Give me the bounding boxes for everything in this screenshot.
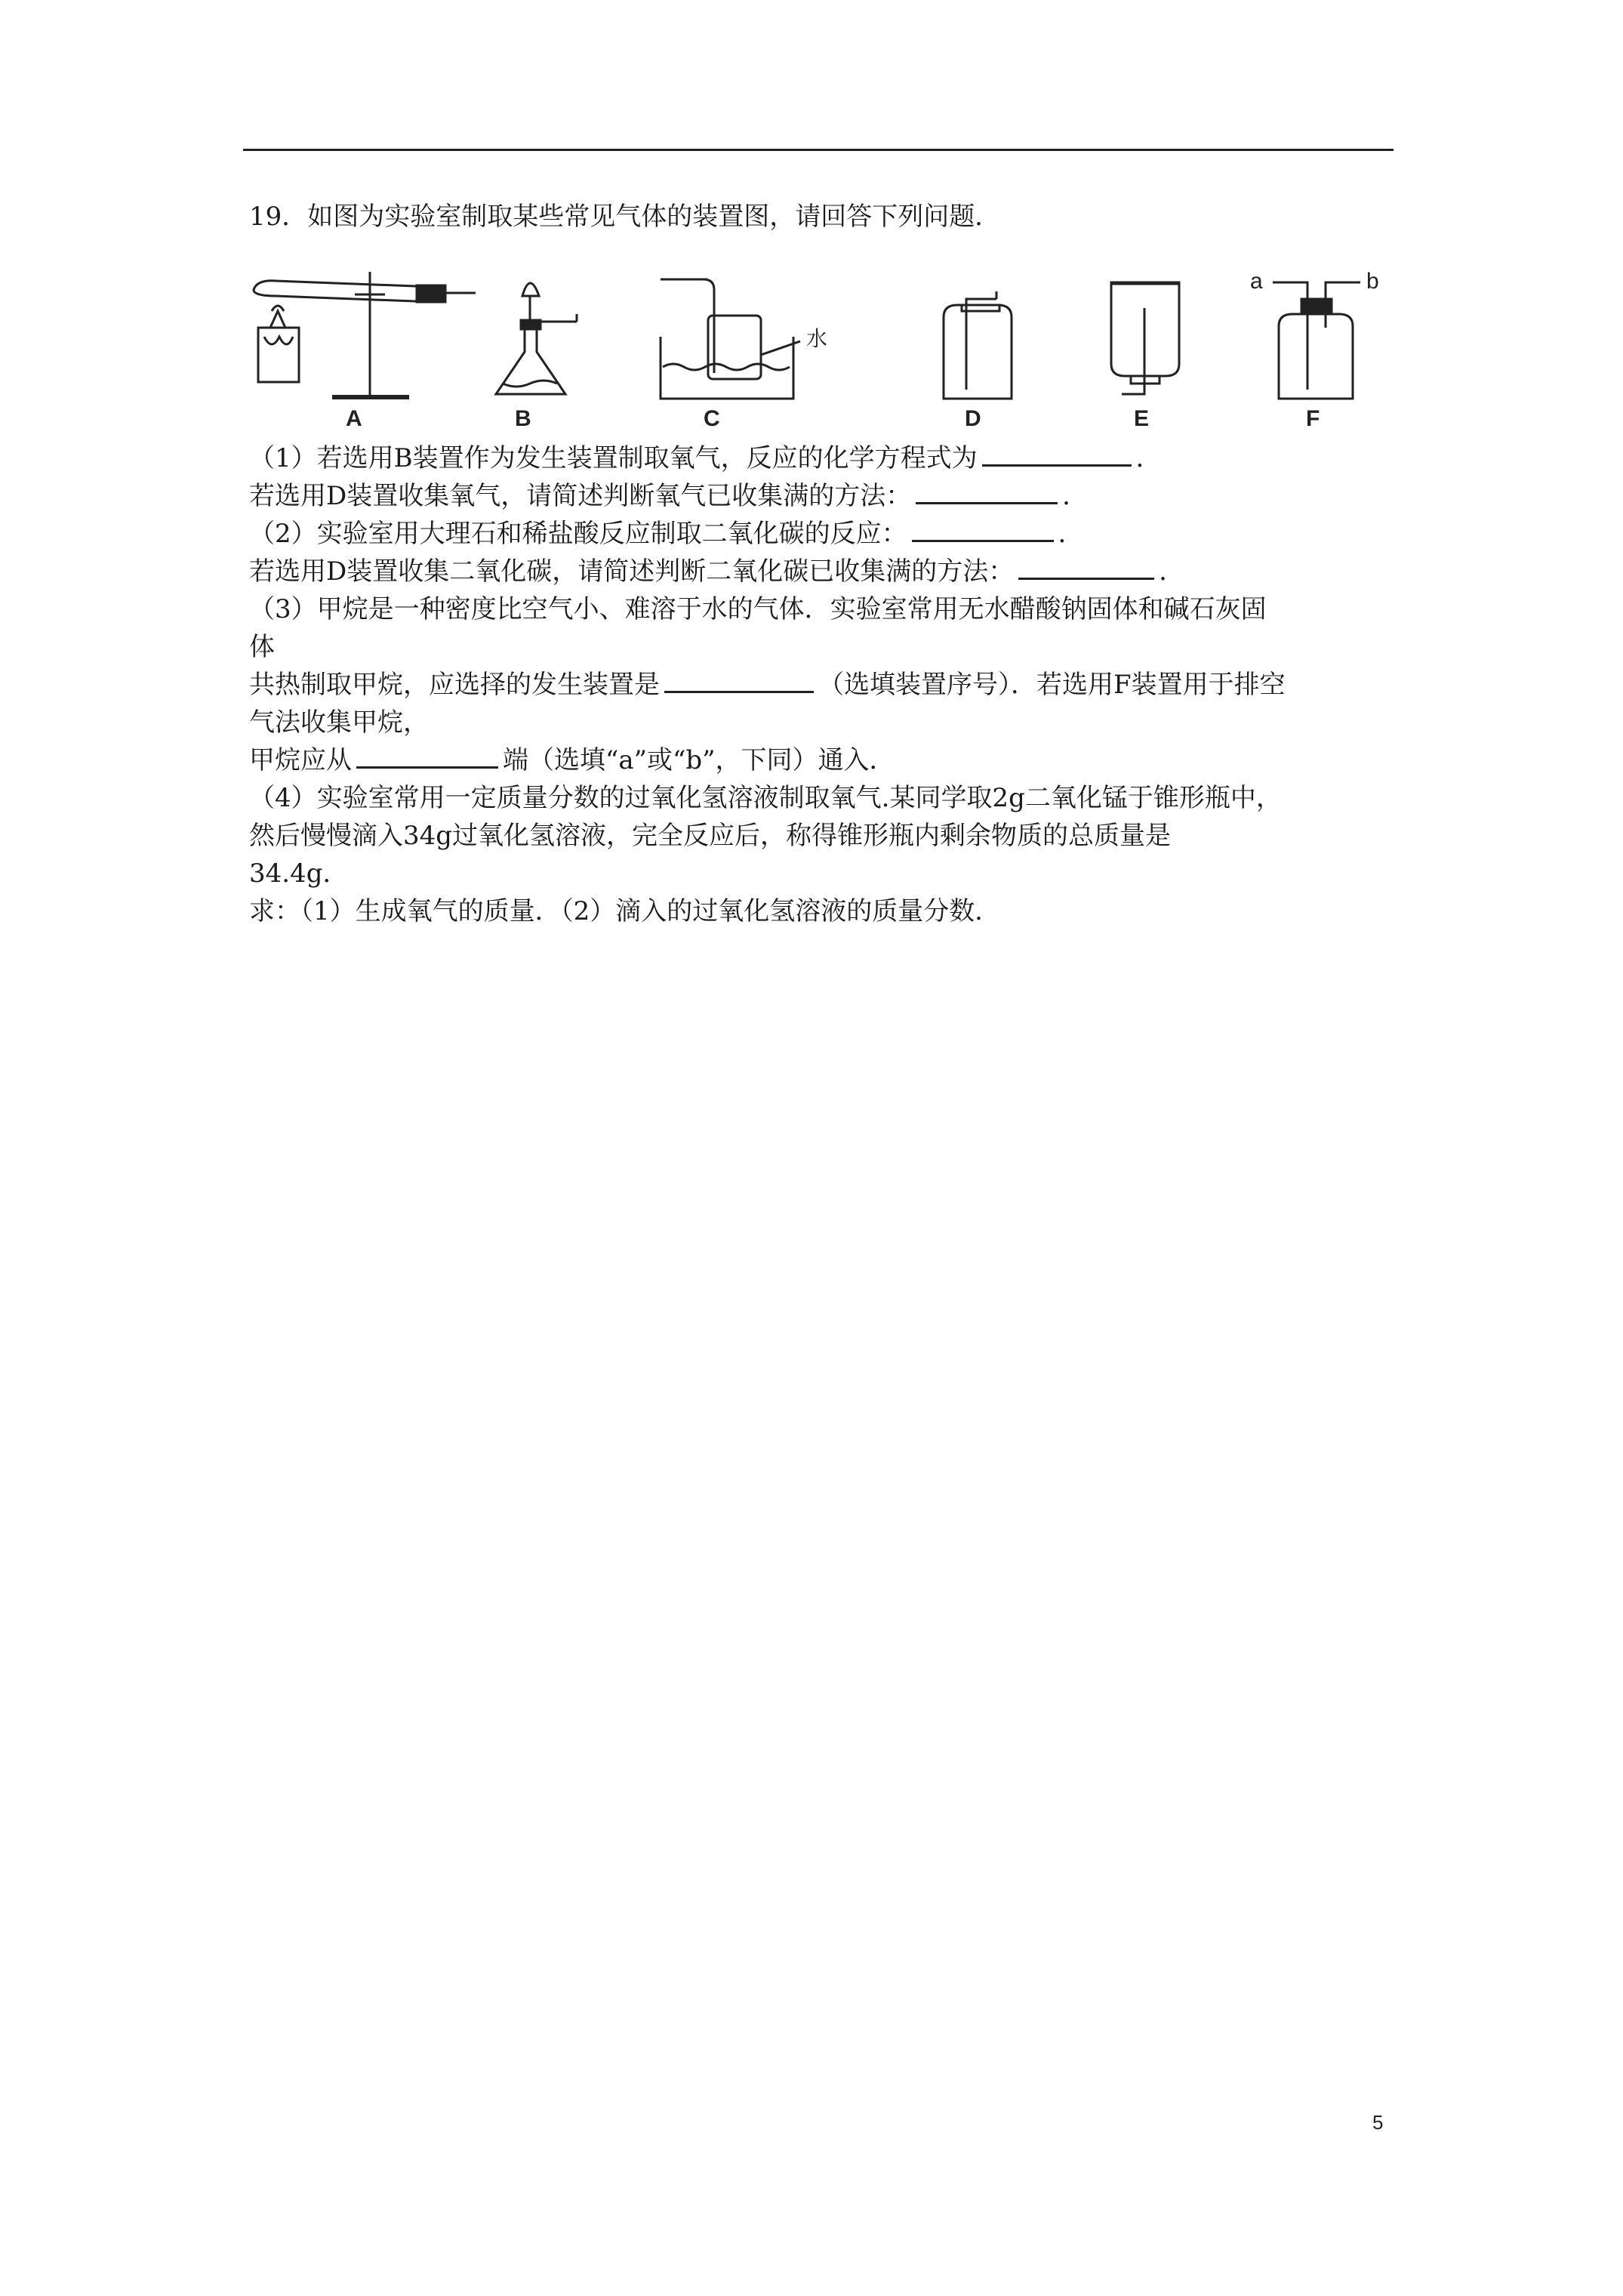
answer-blank-2[interactable] (916, 479, 1058, 504)
answer-blank-1[interactable] (982, 442, 1132, 467)
apparatus-d (944, 291, 1012, 399)
label-d: D (965, 406, 981, 429)
part-3-line-5: 甲烷应从 端（选填“a”或“b”，下同）通入． (249, 745, 895, 775)
apparatus-f (1273, 282, 1360, 399)
part-3-line-2: 体 (249, 632, 275, 662)
question-title: 19．如图为实验室制取某些常见气体的装置图，请回答下列问题． (249, 202, 1001, 232)
answer-blank-6[interactable] (356, 744, 498, 769)
port-b-label: b (1366, 269, 1379, 294)
question-19 (249, 198, 1397, 930)
apparatus-c (661, 279, 800, 399)
apparatus-figure (249, 261, 1397, 429)
label-f: F (1306, 406, 1320, 429)
part-1-line-1: （1）若选用B装置作为发生装置制取氧气，反应的化学方程式为 ． (249, 443, 1162, 473)
answer-blank-5[interactable] (664, 668, 814, 693)
part-3-line-1: （3）甲烷是一种密度比空气小、难溶于水的气体．实验室常用无水醋酸钠固体和碱石灰固 (249, 594, 1267, 624)
part-4-line-3: 34.4g． (249, 858, 349, 889)
apparatus-e (1111, 282, 1179, 394)
part-2-line-1: （2）实验室用大理石和稀盐酸反应制取二氧化碳的反应： ． (249, 519, 1084, 549)
answer-blank-3[interactable] (912, 517, 1054, 542)
part-4-line-2: 然后慢慢滴入34g过氧化氢溶液，完全反应后，称得锥形瓶内剩余物质的总质量是 (249, 821, 1172, 851)
header-rule (243, 149, 1394, 151)
answer-blank-4[interactable] (1018, 555, 1154, 580)
label-a: A (346, 406, 362, 429)
label-c: C (704, 406, 720, 429)
page-number: 5 (1372, 2111, 1384, 2134)
label-b: B (515, 406, 531, 429)
part-4-line-1: （4）实验室常用一定质量分数的过氧化氢溶液制取氧气.某同学取2g二氧化锰于锥形瓶中， (249, 783, 1282, 813)
water-label: 水 (806, 326, 828, 351)
part-3-line-3: 共热制取甲烷，应选择的发生装置是 （选填装置序号）．若选用F装置用于排空 (249, 670, 1286, 700)
part-4-line-4: 求：（1）生成氧气的质量．（2）滴入的过氧化氢溶液的质量分数． (249, 896, 1001, 926)
port-a-label: a (1250, 269, 1263, 294)
apparatus-a (254, 272, 476, 397)
part-2-line-2: 若选用D装置收集二氧化碳，请简述判断二氧化碳已收集满的方法： ． (249, 556, 1185, 587)
part-3-line-4: 气法收集甲烷， (249, 707, 429, 738)
label-e: E (1134, 406, 1150, 429)
apparatus-b (496, 283, 577, 394)
part-1-line-2: 若选用D装置收集氧气，请简述判断氧气已收集满的方法： ． (249, 481, 1089, 511)
